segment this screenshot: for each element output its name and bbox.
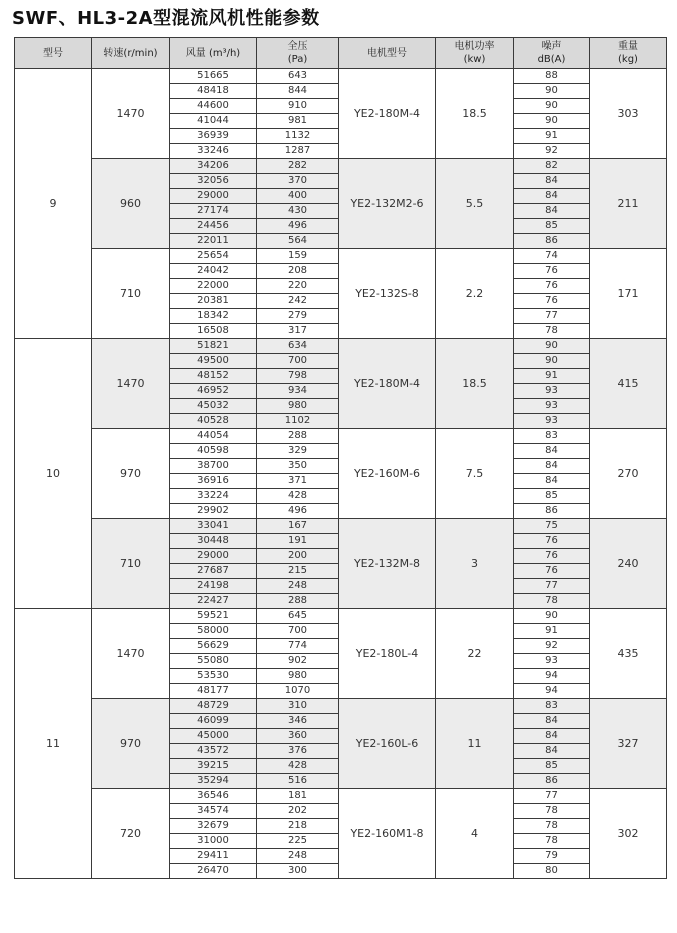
- noise-cell: 90: [514, 99, 590, 114]
- power-cell: 7.5: [436, 429, 514, 519]
- pressure-cell: 634: [257, 339, 339, 354]
- flow-cell: 33041: [170, 519, 257, 534]
- flow-cell: 58000: [170, 624, 257, 639]
- flow-cell: 48418: [170, 84, 257, 99]
- flow-cell: 25654: [170, 249, 257, 264]
- pressure-cell: 980: [257, 669, 339, 684]
- flow-cell: 30448: [170, 534, 257, 549]
- noise-cell: 85: [514, 219, 590, 234]
- flow-cell: 36939: [170, 129, 257, 144]
- flow-cell: 36546: [170, 789, 257, 804]
- table-row: [15, 699, 667, 714]
- weight-cell: 270: [590, 429, 667, 519]
- pressure-cell: 329: [257, 444, 339, 459]
- flow-cell: 46099: [170, 714, 257, 729]
- motor-cell: YE2-160L-6: [339, 699, 436, 789]
- noise-cell: 78: [514, 594, 590, 609]
- flow-cell: 39215: [170, 759, 257, 774]
- pressure-cell: 844: [257, 84, 339, 99]
- noise-cell: 92: [514, 144, 590, 159]
- pressure-cell: 902: [257, 654, 339, 669]
- flow-cell: 32056: [170, 174, 257, 189]
- pressure-cell: 643: [257, 69, 339, 84]
- noise-cell: 84: [514, 459, 590, 474]
- header-weight: [590, 38, 667, 69]
- noise-cell: 91: [514, 369, 590, 384]
- pressure-cell: 798: [257, 369, 339, 384]
- table-row: [15, 429, 667, 444]
- pressure-cell: 288: [257, 594, 339, 609]
- noise-cell: 90: [514, 84, 590, 99]
- flow-cell: 36916: [170, 474, 257, 489]
- noise-cell: 84: [514, 174, 590, 189]
- flow-cell: 56629: [170, 639, 257, 654]
- pressure-cell: 496: [257, 504, 339, 519]
- motor-cell: YE2-132M-8: [339, 519, 436, 609]
- power-cell: 18.5: [436, 69, 514, 159]
- weight-cell: 303: [590, 69, 667, 159]
- flow-cell: 31000: [170, 834, 257, 849]
- flow-cell: 29902: [170, 504, 257, 519]
- noise-cell: 90: [514, 114, 590, 129]
- pressure-cell: 282: [257, 159, 339, 174]
- noise-cell: 74: [514, 249, 590, 264]
- noise-cell: 86: [514, 234, 590, 249]
- pressure-cell: 242: [257, 294, 339, 309]
- power-cell: 22: [436, 609, 514, 699]
- table-row: [15, 519, 667, 534]
- pressure-cell: 980: [257, 399, 339, 414]
- weight-cell: 302: [590, 789, 667, 879]
- noise-cell: 86: [514, 774, 590, 789]
- pressure-cell: 774: [257, 639, 339, 654]
- header-weight-label: 重量: [618, 41, 638, 52]
- noise-cell: 85: [514, 759, 590, 774]
- noise-cell: 90: [514, 354, 590, 369]
- noise-cell: 84: [514, 729, 590, 744]
- header-power: [436, 38, 514, 69]
- header-noise-unit: dB(A): [537, 54, 566, 65]
- flow-cell: 46952: [170, 384, 257, 399]
- performance-table: [14, 37, 667, 879]
- noise-cell: 84: [514, 189, 590, 204]
- flow-cell: 22000: [170, 279, 257, 294]
- pressure-cell: 496: [257, 219, 339, 234]
- pressure-cell: 360: [257, 729, 339, 744]
- pressure-cell: 1070: [257, 684, 339, 699]
- motor-cell: YE2-160M-6: [339, 429, 436, 519]
- pressure-cell: 310: [257, 699, 339, 714]
- speed-cell: 1470: [92, 69, 170, 159]
- pressure-cell: 346: [257, 714, 339, 729]
- flow-cell: 45032: [170, 399, 257, 414]
- page-title: SWF、HL3-2A型混流风机性能参数: [12, 8, 320, 29]
- flow-cell: 53530: [170, 669, 257, 684]
- flow-cell: 29000: [170, 549, 257, 564]
- pressure-cell: 317: [257, 324, 339, 339]
- noise-cell: 82: [514, 159, 590, 174]
- table-row: [15, 339, 667, 354]
- flow-cell: 34574: [170, 804, 257, 819]
- noise-cell: 77: [514, 309, 590, 324]
- noise-cell: 84: [514, 444, 590, 459]
- pressure-cell: 1102: [257, 414, 339, 429]
- noise-cell: 77: [514, 579, 590, 594]
- pressure-cell: 376: [257, 744, 339, 759]
- pressure-cell: 430: [257, 204, 339, 219]
- table-row: [15, 789, 667, 804]
- pressure-cell: 428: [257, 759, 339, 774]
- header-power-unit: (kw): [463, 54, 486, 65]
- pressure-cell: 370: [257, 174, 339, 189]
- flow-cell: 40528: [170, 414, 257, 429]
- pressure-cell: 200: [257, 549, 339, 564]
- noise-cell: 83: [514, 429, 590, 444]
- noise-cell: 76: [514, 264, 590, 279]
- table-row: [15, 159, 667, 174]
- flow-cell: 48152: [170, 369, 257, 384]
- noise-cell: 92: [514, 639, 590, 654]
- noise-cell: 93: [514, 414, 590, 429]
- noise-cell: 86: [514, 504, 590, 519]
- noise-cell: 84: [514, 474, 590, 489]
- table-row: [15, 609, 667, 624]
- pressure-cell: 428: [257, 489, 339, 504]
- noise-cell: 76: [514, 564, 590, 579]
- noise-cell: 79: [514, 849, 590, 864]
- pressure-cell: 645: [257, 609, 339, 624]
- power-cell: 11: [436, 699, 514, 789]
- flow-cell: 24042: [170, 264, 257, 279]
- header-speed: 转速(r/min): [92, 38, 170, 69]
- speed-cell: 960: [92, 159, 170, 249]
- flow-cell: 38700: [170, 459, 257, 474]
- weight-cell: 435: [590, 609, 667, 699]
- pressure-cell: 248: [257, 849, 339, 864]
- header-pressure-label: 全压: [287, 41, 308, 52]
- pressure-cell: 208: [257, 264, 339, 279]
- flow-cell: 33224: [170, 489, 257, 504]
- pressure-cell: 300: [257, 864, 339, 879]
- noise-cell: 93: [514, 384, 590, 399]
- noise-cell: 78: [514, 324, 590, 339]
- flow-cell: 29411: [170, 849, 257, 864]
- pressure-cell: 1132: [257, 129, 339, 144]
- noise-cell: 93: [514, 654, 590, 669]
- noise-cell: 90: [514, 339, 590, 354]
- flow-cell: 33246: [170, 144, 257, 159]
- speed-cell: 970: [92, 699, 170, 789]
- flow-cell: 32679: [170, 819, 257, 834]
- flow-cell: 27174: [170, 204, 257, 219]
- flow-cell: 27687: [170, 564, 257, 579]
- noise-cell: 84: [514, 204, 590, 219]
- flow-cell: 24198: [170, 579, 257, 594]
- pressure-cell: 1287: [257, 144, 339, 159]
- pressure-cell: 218: [257, 819, 339, 834]
- noise-cell: 78: [514, 834, 590, 849]
- weight-cell: 211: [590, 159, 667, 249]
- noise-cell: 76: [514, 549, 590, 564]
- pressure-cell: 700: [257, 624, 339, 639]
- pressure-cell: 191: [257, 534, 339, 549]
- noise-cell: 80: [514, 864, 590, 879]
- model-cell: 10: [15, 339, 92, 609]
- flow-cell: 41044: [170, 114, 257, 129]
- noise-cell: 76: [514, 279, 590, 294]
- pressure-cell: 220: [257, 279, 339, 294]
- flow-cell: 55080: [170, 654, 257, 669]
- flow-cell: 18342: [170, 309, 257, 324]
- header-flow: 风量 (m³/h): [170, 38, 257, 69]
- pressure-cell: 159: [257, 249, 339, 264]
- noise-cell: 76: [514, 534, 590, 549]
- header-noise-label: 噪声: [541, 41, 562, 52]
- header-motor: 电机型号: [339, 38, 436, 69]
- pressure-cell: 202: [257, 804, 339, 819]
- flow-cell: 22011: [170, 234, 257, 249]
- pressure-cell: 981: [257, 114, 339, 129]
- noise-cell: 85: [514, 489, 590, 504]
- weight-cell: 327: [590, 699, 667, 789]
- pressure-cell: 910: [257, 99, 339, 114]
- flow-cell: 45000: [170, 729, 257, 744]
- motor-cell: YE2-180L-4: [339, 609, 436, 699]
- motor-cell: YE2-132S-8: [339, 249, 436, 339]
- pressure-cell: 934: [257, 384, 339, 399]
- motor-cell: YE2-132M2-6: [339, 159, 436, 249]
- noise-cell: 84: [514, 744, 590, 759]
- noise-cell: 94: [514, 669, 590, 684]
- flow-cell: 24456: [170, 219, 257, 234]
- noise-cell: 77: [514, 789, 590, 804]
- flow-cell: 48729: [170, 699, 257, 714]
- pressure-cell: 225: [257, 834, 339, 849]
- speed-cell: 720: [92, 789, 170, 879]
- flow-cell: 44054: [170, 429, 257, 444]
- power-cell: 2.2: [436, 249, 514, 339]
- flow-cell: 44600: [170, 99, 257, 114]
- noise-cell: 93: [514, 399, 590, 414]
- weight-cell: 171: [590, 249, 667, 339]
- speed-cell: 1470: [92, 339, 170, 429]
- flow-cell: 48177: [170, 684, 257, 699]
- pressure-cell: 215: [257, 564, 339, 579]
- noise-cell: 91: [514, 624, 590, 639]
- header-pressure: [257, 38, 339, 69]
- noise-cell: 75: [514, 519, 590, 534]
- speed-cell: 710: [92, 519, 170, 609]
- motor-cell: YE2-180M-4: [339, 339, 436, 429]
- weight-cell: 415: [590, 339, 667, 429]
- flow-cell: 40598: [170, 444, 257, 459]
- table-header-row: [15, 38, 667, 69]
- pressure-cell: 181: [257, 789, 339, 804]
- noise-cell: 83: [514, 699, 590, 714]
- noise-cell: 90: [514, 609, 590, 624]
- header-noise: [514, 38, 590, 69]
- pressure-cell: 279: [257, 309, 339, 324]
- weight-cell: 240: [590, 519, 667, 609]
- speed-cell: 710: [92, 249, 170, 339]
- power-cell: 3: [436, 519, 514, 609]
- motor-cell: YE2-160M1-8: [339, 789, 436, 879]
- power-cell: 4: [436, 789, 514, 879]
- table-body: [15, 69, 667, 879]
- noise-cell: 84: [514, 714, 590, 729]
- noise-cell: 94: [514, 684, 590, 699]
- pressure-cell: 400: [257, 189, 339, 204]
- noise-cell: 78: [514, 804, 590, 819]
- header-pressure-unit: (Pa): [287, 54, 308, 65]
- flow-cell: 35294: [170, 774, 257, 789]
- power-cell: 18.5: [436, 339, 514, 429]
- pressure-cell: 288: [257, 429, 339, 444]
- noise-cell: 88: [514, 69, 590, 84]
- noise-cell: 91: [514, 129, 590, 144]
- speed-cell: 970: [92, 429, 170, 519]
- flow-cell: 51665: [170, 69, 257, 84]
- motor-cell: YE2-180M-4: [339, 69, 436, 159]
- flow-cell: 51821: [170, 339, 257, 354]
- table-row: [15, 69, 667, 84]
- pressure-cell: 248: [257, 579, 339, 594]
- flow-cell: 29000: [170, 189, 257, 204]
- pressure-cell: 516: [257, 774, 339, 789]
- power-cell: 5.5: [436, 159, 514, 249]
- header-power-label: 电机功率: [454, 41, 495, 52]
- noise-cell: 78: [514, 819, 590, 834]
- noise-cell: 76: [514, 294, 590, 309]
- header-weight-unit: (kg): [618, 54, 638, 65]
- flow-cell: 20381: [170, 294, 257, 309]
- flow-cell: 16508: [170, 324, 257, 339]
- pressure-cell: 371: [257, 474, 339, 489]
- flow-cell: 59521: [170, 609, 257, 624]
- model-cell: 9: [15, 69, 92, 339]
- header-model: 型号: [15, 38, 92, 69]
- pressure-cell: 700: [257, 354, 339, 369]
- flow-cell: 43572: [170, 744, 257, 759]
- model-cell: 11: [15, 609, 92, 879]
- flow-cell: 49500: [170, 354, 257, 369]
- pressure-cell: 564: [257, 234, 339, 249]
- flow-cell: 22427: [170, 594, 257, 609]
- pressure-cell: 167: [257, 519, 339, 534]
- flow-cell: 26470: [170, 864, 257, 879]
- table-row: [15, 249, 667, 264]
- pressure-cell: 350: [257, 459, 339, 474]
- speed-cell: 1470: [92, 609, 170, 699]
- flow-cell: 34206: [170, 159, 257, 174]
